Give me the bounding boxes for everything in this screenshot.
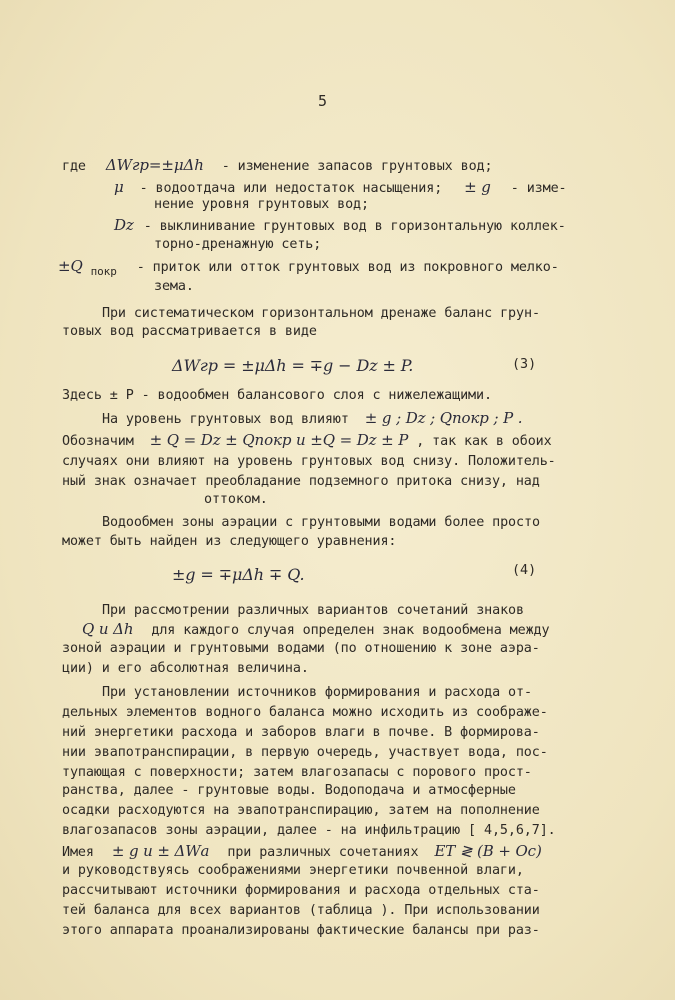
para-4-line-2: может быть найден из следующего уравнения: [62, 534, 397, 549]
para-3-line-4: ный знак означает преобладание подземного притока снизу, над [62, 474, 540, 489]
def-text-mu: - водоотдача или недостаток насыщения; [139, 181, 443, 196]
para-6-symbols-a: ± g и ± ΔWа [111, 842, 210, 860]
equation-4-number: (4) [512, 563, 537, 578]
def-line-3-cont: торно-дренажную сеть; [154, 237, 322, 252]
para-6-text-b: при различных сочетаниях [227, 845, 419, 860]
para-5-line-1: При рассмотрении различных вариантов сочетаний знаков [102, 603, 524, 618]
equation-4: ±g = ∓μΔh ∓ Q. [172, 565, 305, 584]
equation-3-number: (3) [512, 357, 537, 372]
def-symbol-dz: Dz [114, 216, 134, 234]
para-5-symbols: Q и Δh [82, 620, 134, 638]
para-3-line-5: оттоком. [204, 492, 268, 507]
para-5-text: для каждого случая определен знак водообмена между [151, 623, 550, 638]
def-where: где [62, 159, 86, 174]
para-6-text-a: Имея [62, 845, 94, 860]
para-6-line-11: рассчитывают источники формирования и расхода отдельных ста- [62, 883, 540, 898]
def-line-4 [58, 257, 559, 277]
para-5-line-2 [62, 620, 549, 640]
para-6-symbols-b: ET ≷ (B + Oс) [434, 842, 542, 860]
def-line-1 [62, 156, 492, 176]
def-symbol-q-sub: покр [90, 265, 117, 278]
def-text-g: - изме- [510, 181, 567, 196]
para-6-line-13: этого аппарата проанализированы фактические балансы при раз- [62, 923, 540, 938]
para-6-line-10: и руководствуясь соображениями энергетики почвенной влаги, [62, 863, 524, 878]
def-symbol-dwgr: ΔWгр=±μΔh [105, 156, 204, 174]
para-1-line-1: При систематическом горизонтальном дренаже баланс грун- [102, 306, 540, 321]
para-3-line-3: случаях они влияют на уровень грунтовых вод снизу. Положитель- [62, 454, 556, 469]
def-line-3 [114, 216, 566, 236]
para-6-line-9 [62, 842, 542, 862]
page-number: 5 [318, 92, 328, 110]
def-symbol-mu: μ [114, 178, 124, 196]
para-3-symbols-b: ± Q = Dz ± Qпокр и ±Q = Dz ± P [149, 431, 409, 449]
def-symbol-g: ± g [464, 178, 491, 196]
para-6-line-2: дельных элементов водного баланса можно исходить из соображе- [62, 705, 548, 720]
para-3-text-c: , так как в обоих [416, 434, 552, 449]
para-3-line-2 [62, 431, 552, 451]
para-2-line-1: Здесь ± P - водообмен балансового слоя с нижележащими. [62, 388, 492, 403]
def-line-2-cont: нение уровня грунтовых вод; [154, 197, 369, 212]
para-6-line-7: осадки расходуются на эвапотранспирацию, затем на пополнение [62, 803, 540, 818]
def-symbol-q: ±Q [58, 257, 83, 275]
para-1-line-2: товых вод рассматривается в виде [62, 324, 317, 339]
para-5-line-4: ции) и его абсолютная величина. [62, 661, 309, 676]
para-6-line-3: ний энергетики расхода и заборов влаги в почве. В формирова- [62, 725, 540, 740]
para-3-text-a: На уровень грунтовых вод влияют [102, 412, 349, 427]
para-3-line-1 [102, 409, 522, 429]
def-line-4-cont: зема. [154, 279, 194, 294]
para-6-line-4: нии эвапотранспирации, в первую очередь, участвует вода, пос- [62, 745, 548, 760]
para-3-symbols-a: ± g ; Dz ; Qпокр ; P . [364, 409, 523, 427]
para-6-line-8: влагозапасов зоны аэрации, далее - на инфильтрацию [ 4,5,6,7]. [62, 823, 556, 838]
para-4-line-1: Водообмен зоны аэрации с грунтовыми водами более просто [102, 515, 540, 530]
def-text-q: - приток или отток грунтовых вод из покровного мелко- [136, 260, 559, 275]
equation-3: ΔWгр = ±μΔh = ∓g − Dz ± P. [172, 356, 414, 375]
para-5-line-3: зоной аэрации и грунтовыми водами (по отношению к зоне аэра- [62, 641, 540, 656]
def-text-dz: - выклинивание грунтовых вод в горизонтальную коллек- [143, 219, 566, 234]
para-6-line-6: ранства, далее - грунтовые воды. Водоподача и атмосферные [62, 783, 516, 798]
para-3-text-b: Обозначим [62, 434, 134, 449]
para-6-line-5: тупающая с поверхности; затем влагозапасы с порового прост- [62, 765, 532, 780]
para-6-line-12: тей баланса для всех вариантов (таблица ). При использовании [62, 903, 540, 918]
def-text-dwgr: - изменение запасов грунтовых вод; [221, 159, 493, 174]
para-6-line-1: При установлении источников формирования и расхода от- [102, 685, 532, 700]
def-line-2 [114, 178, 567, 198]
